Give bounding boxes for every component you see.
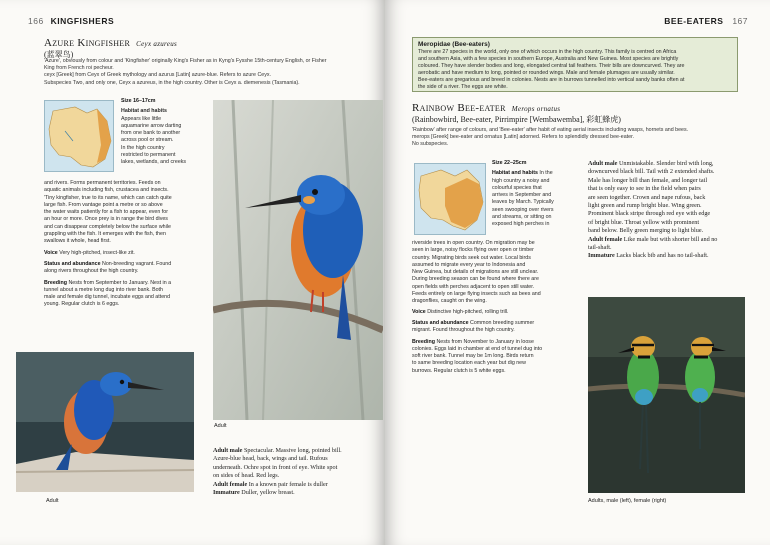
right-running-head (664, 16, 748, 26)
rainbow-habitat-line: During breeding season can be found where there are (412, 276, 539, 283)
right-page-number: 167 (732, 16, 748, 26)
rainbow-scientific: Merops ornatus (511, 105, 561, 113)
azure-desc-line: Azure-blue head, back, wings and tail. Rufous (213, 455, 328, 463)
azure-status-text: Non-breeding vagrant. Found (102, 260, 172, 267)
family-text-line: coloured. They have slender bodies and long, elongated central tail feathers. Their bills are downcurved. They are (418, 62, 685, 69)
rainbow-range-map (414, 163, 486, 235)
rainbow-desc-line: of bright blue. Throat yellow with prominent (588, 218, 700, 226)
rainbow-title-block (412, 102, 762, 125)
rainbow-breeding-text: burrows. Regular clutch is 5 white eggs. (412, 367, 506, 374)
azure-name: Azure Kingfisher (44, 37, 131, 49)
rainbow-habitat-first (492, 170, 586, 177)
azure-size-text: Size 16–17cm (121, 98, 156, 104)
azure-etym-line: ceyx [Greek] from Ceyx of Greek mythology and azurus [Latin] azure-blue. Refers to azure Ceyx. (44, 72, 271, 79)
azure-description (213, 447, 381, 497)
rainbow-voice-text: Distinctive high-pitched, rolling trill. (427, 308, 509, 315)
rainbow-breeding (412, 339, 587, 346)
left-section-title: KINGFISHERS (50, 16, 115, 26)
azure-scientific: Ceyx azureus (136, 40, 178, 48)
azure-etymology (44, 58, 369, 87)
family-info-box (412, 37, 738, 92)
rainbow-habitat-line: seen in large, noisy flocks flying over open or timber (412, 247, 534, 254)
australia-map-icon (45, 101, 114, 172)
rainbow-habitat-heading: Habitat and habits (492, 170, 538, 177)
left-running-head (28, 16, 114, 26)
azure-etym-line: 'Azure', obviously from colour and 'Kingfisher' originally King's Fisher as in Kyng's Fysshe 15th-century English, or Fisher (44, 58, 327, 64)
rainbow-habitat-line: arrives in September and (492, 192, 552, 199)
rainbow-voice-label: Voice (412, 308, 426, 315)
azure-desc-line: underneath. Ochre spot in front of eye. White spot (213, 463, 338, 471)
azure-species-title (44, 37, 364, 49)
rainbow-etym-line: 'Rainbow' after range of colours, and 'Bee-eater' after habit of eating aerial insects including wasps, hornets and bees. (412, 127, 689, 133)
rainbow-habitat-line: colourful species that (492, 184, 542, 191)
azure-breeding-text: young. Regular clutch is 6 eggs. (44, 301, 120, 308)
azure-desc-immature-label: Immature (213, 489, 240, 497)
rainbow-etym-line: merops [Greek] bee-eater and ornatus [Latin] adorned. Refers to splendidly dressed bee-eater. (412, 134, 635, 141)
azure-habitat-line: restricted to permanent (121, 152, 176, 159)
azure-desc-male-label: Adult male (213, 447, 243, 454)
rainbow-size (492, 160, 586, 167)
family-text-line: Bee-eaters are gregarious and breed in colonies. Nests are in burrows tunnelled into vertical sandy banks often at (418, 76, 685, 83)
azure-habitat-line: aquatic animals including fish, crustacea and insects. (44, 187, 169, 194)
azure-habitat-line: and rivers. Forms permanent territories. Feeds on (44, 180, 161, 186)
azure-title-block (44, 37, 364, 60)
rainbow-desc-immature-text: Lacks black bib and has no tail-shaft. (616, 252, 709, 260)
rainbow-status (412, 320, 587, 327)
family-text-line: There are 27 species in the world, only one of which occurs in the high country. This family is centred on Africa (418, 49, 677, 55)
rainbow-desc-line: Prominent black stripe through red eye with edge (588, 210, 711, 218)
rainbow-breeding-text: Nests from November to January in loose (436, 338, 534, 345)
azure-voice-label: Voice (44, 249, 58, 256)
rainbow-breeding-text: colonies. Eggs laid in chamber at end of tunnel dug into (412, 345, 543, 352)
left-page-number: 166 (28, 16, 44, 26)
rainbow-desc-female-label: Adult female (588, 235, 623, 243)
azure-desc-female (213, 481, 381, 489)
rainbow-desc-line: light green and rump bright blue. Wing green. (588, 202, 702, 210)
rainbow-habitat-top (492, 160, 586, 229)
azure-photo-large (213, 100, 383, 420)
rainbow-desc-line: downcurved black bill. Tail with 2 extended shafts. (588, 168, 715, 176)
rainbow-desc-line: Male has longer bill than female, and longer tail (588, 176, 708, 184)
azure-status-label: Status and abundance (44, 260, 101, 267)
azure-etym-line: Subspecies Two, and only one, Ceyx a azureus, in the high country. Other is Ceyx a. diemenesis (Tasmania). (44, 79, 300, 86)
azure-breeding (44, 280, 209, 287)
rainbow-habitat-line: high country a noisy and (492, 177, 550, 184)
azure-habitat-line: lakes, wetlands, and creeks (121, 159, 187, 166)
family-text-line: the side of a river. The eggs are white. (418, 83, 508, 90)
azure-breeding-text: tunnel about a metre long dug into river bank. Both (44, 286, 163, 293)
rainbow-photo (588, 297, 745, 493)
rainbow-breeding-text: soft river bank. Tunnel may be 1m long. Birds return (412, 353, 534, 360)
rainbow-desc-line: are seen together. Crown and nape rufous, back (588, 193, 706, 201)
rainbow-habitat-line: riverside trees in open country. On migration may be (412, 240, 535, 246)
azure-voice-text: Very high-pitched, insect-like zit. (59, 249, 135, 256)
rainbow-alt-names: (Rainbowbird, Bee-eater, Pirrimpire [Wembawemba], 彩虹蜂虎) (412, 115, 621, 124)
rainbow-habitat-line: assumed to migrate every year to Indonesia and (412, 261, 526, 268)
azure-habitat-line: an hour or more. Once prey is in range the bird dives (44, 216, 168, 223)
rainbow-desc-female (588, 236, 764, 244)
rainbow-habitat-line: dragonflies, caught on the wing. (412, 298, 487, 305)
rainbow-name: Rainbow Bee-eater (412, 102, 506, 114)
azure-breeding-label: Breeding (44, 279, 67, 286)
azure-habitat-line: from one bank to another (121, 130, 181, 137)
azure-habitat-body (44, 180, 209, 309)
azure-habitat-top (121, 98, 209, 167)
azure-kingfisher-small-photo-icon (16, 352, 194, 492)
azure-desc-line: Spectacular. Massive long, pointed bill. (243, 447, 342, 454)
rainbow-desc-male (588, 160, 764, 168)
azure-status (44, 261, 209, 268)
australia-map-icon (415, 164, 486, 235)
rainbow-voice (412, 309, 587, 316)
rainbow-desc-line: band below. Belly green merging to light blue. (588, 227, 704, 235)
rainbow-habitat-line: exposed high perches in (492, 221, 550, 228)
azure-etym-line: King from French roi pecheur. (44, 65, 114, 72)
rainbow-desc-line: Unmistakable. Slender bird with long, (618, 160, 714, 167)
rainbow-species-title (412, 102, 762, 114)
azure-desc-female-label: Adult female (213, 480, 248, 488)
azure-size (121, 98, 209, 105)
rainbow-breeding-text: to same breeding location each year but dig new (412, 360, 526, 367)
rainbow-habitat-line: seen swooping over rivers (492, 206, 554, 213)
azure-desc-line: on sides of head. Red legs. (213, 472, 280, 480)
azure-breeding-text: male and female dig tunnel, incubate eggs and attend (44, 294, 171, 301)
rainbow-habitat-line: open fields with perches adjacent to open still water. (412, 283, 535, 290)
azure-habitat-line: large fish. From vantage point a metre or so above (44, 201, 163, 208)
azure-habitat-line: the water waits patiently for a fish to appear, even for (44, 209, 168, 216)
rainbow-description (588, 160, 764, 261)
azure-desc-male (213, 447, 381, 455)
rainbow-desc-male-label: Adult male (588, 160, 618, 167)
rainbow-etym-line: No subspecies. (412, 141, 449, 148)
azure-habitat-line: In the high country (121, 144, 165, 151)
rainbow-habitat-line: and streams, or sitting on (492, 214, 552, 221)
family-text-line: and southern Asia, with a few species in southern Europe, Australia and New Guinea. Most species are brightly (418, 55, 679, 62)
azure-habitat-line: and can disappear completely below the surface while (44, 223, 171, 230)
azure-habitat-line: Appears like little (121, 115, 162, 122)
rainbow-caption: Adults, male (left), female (right) (588, 498, 667, 504)
rainbow-habitat-line: New Guinea, but details of migrations are still unclear. (412, 269, 539, 276)
rainbow-habitat-line: Feeds entirely on large flying insects such as bees and (412, 291, 541, 298)
azure-status-text: along rivers throughout the high country. (44, 268, 139, 275)
rainbow-desc-immature-label: Immature (588, 252, 615, 260)
rainbow-habitat-line: leaves by March. Typically (492, 199, 554, 206)
azure-voice (44, 250, 209, 257)
azure-photo-small (16, 352, 194, 492)
azure-chinese-name: (蓝翠鸟) (44, 50, 74, 59)
azure-range-map (44, 100, 114, 172)
azure-habitat-line: 'Tiny kingfisher, true to its name, which can catch quite (44, 194, 172, 201)
rainbow-status-label: Status and abundance (412, 319, 469, 326)
right-page (385, 0, 770, 545)
family-title: Meropidae (Bee-eaters) (418, 41, 490, 48)
rainbow-habitat-line: country. Migrating birds seek out water. Local birds (412, 254, 531, 261)
rainbow-desc-line: that is only easy to see in the field when pairs (588, 185, 701, 193)
azure-desc-female-text: In a known pair female is duller (248, 480, 328, 488)
azure-habitat-line: across pool or stream. (121, 137, 174, 144)
rainbow-habitat-body (412, 240, 587, 375)
rainbow-breeding-label: Breeding (412, 338, 435, 345)
rainbow-bee-eater-photo-icon (588, 297, 745, 493)
rainbow-desc-line: tail-shaft. (588, 244, 612, 252)
azure-kingfisher-photo-icon (213, 100, 383, 420)
azure-desc-immature-text: Duller, yellow breast. (241, 489, 295, 497)
rainbow-desc-line: Like male but with shorter bill and no (623, 235, 718, 243)
azure-habitat-line: aquamarine arrow darting (121, 122, 182, 129)
rainbow-status-text: migrant. Found throughout the high country. (412, 327, 515, 334)
family-text-line: aerobatic and have medium to long, pointed or rounded wings. Male and female plumages are usually similar. (418, 69, 675, 76)
rainbow-desc-immature (588, 252, 764, 260)
rainbow-etymology (412, 127, 762, 149)
azure-desc-immature (213, 489, 381, 497)
rainbow-size-text: Size 22–25cm (492, 160, 527, 166)
right-section-title: BEE-EATERS (664, 16, 724, 26)
rainbow-habitat-line: In the (539, 170, 553, 177)
rainbow-status-text: Common breeding summer (470, 319, 535, 326)
azure-habitat-line: grappling with the fish. It emerges with the fish, then (44, 231, 166, 238)
azure-habitat-heading: Habitat and habits (121, 108, 167, 115)
azure-habitat-line: swallows it whole, head first. (44, 238, 111, 245)
azure-breeding-text: Nests from September to January. Nest in a (68, 279, 172, 286)
azure-caption-small: Adult (46, 498, 59, 504)
azure-caption-large: Adult (214, 423, 227, 429)
